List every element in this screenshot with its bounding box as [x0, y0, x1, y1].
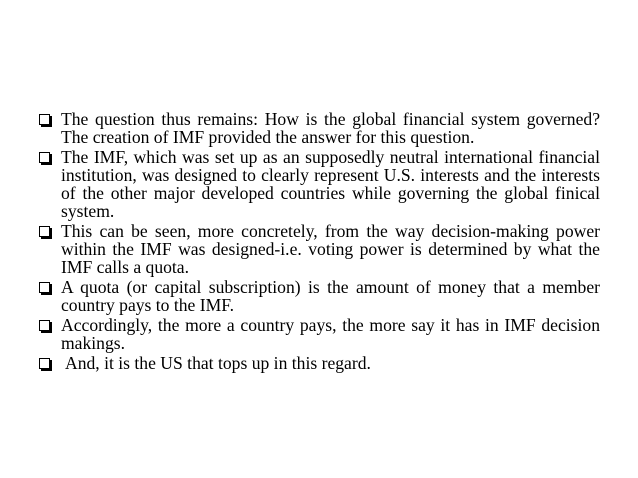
bullet-list — [38, 111, 600, 375]
checkbox-bullet-icon — [39, 282, 50, 293]
bullet-text: The question thus remains: How is the global financial system governed? The creation of IMF provided the answer for this question. — [61, 109, 600, 147]
checkbox-bullet-icon — [39, 320, 50, 331]
bullet-text: A quota (or capital subscription) is the amount of money that a member country pays to the IMF. — [61, 276, 600, 315]
bullet-text: And, it is the US that tops up in this regard. — [65, 352, 371, 373]
checkbox-bullet-icon — [39, 226, 50, 237]
bullet-item — [38, 352, 600, 373]
checkbox-bullet-icon — [39, 152, 50, 163]
checkbox-bullet-icon — [39, 114, 50, 125]
bullet-item — [38, 149, 600, 221]
bullet-text: Accordingly, the more a country pays, the more say it has in IMF decision makings. — [61, 314, 600, 353]
bullet-item — [38, 314, 600, 353]
bullet-item — [38, 111, 600, 147]
bullet-item — [38, 276, 600, 315]
bullet-text: This can be seen, more concretely, from the way decision-making power within the IMF was designed-i.e. voting power is determined by what the IMF calls a quota. — [61, 220, 600, 277]
bullet-item — [38, 220, 600, 277]
bullet-text: The IMF, which was set up as an supposedly neutral international financial institution, was designed to clearly represent U.S. interests and the interests of the other major developed countries while governing the global finical system. — [61, 147, 600, 221]
checkbox-bullet-icon — [39, 358, 50, 369]
